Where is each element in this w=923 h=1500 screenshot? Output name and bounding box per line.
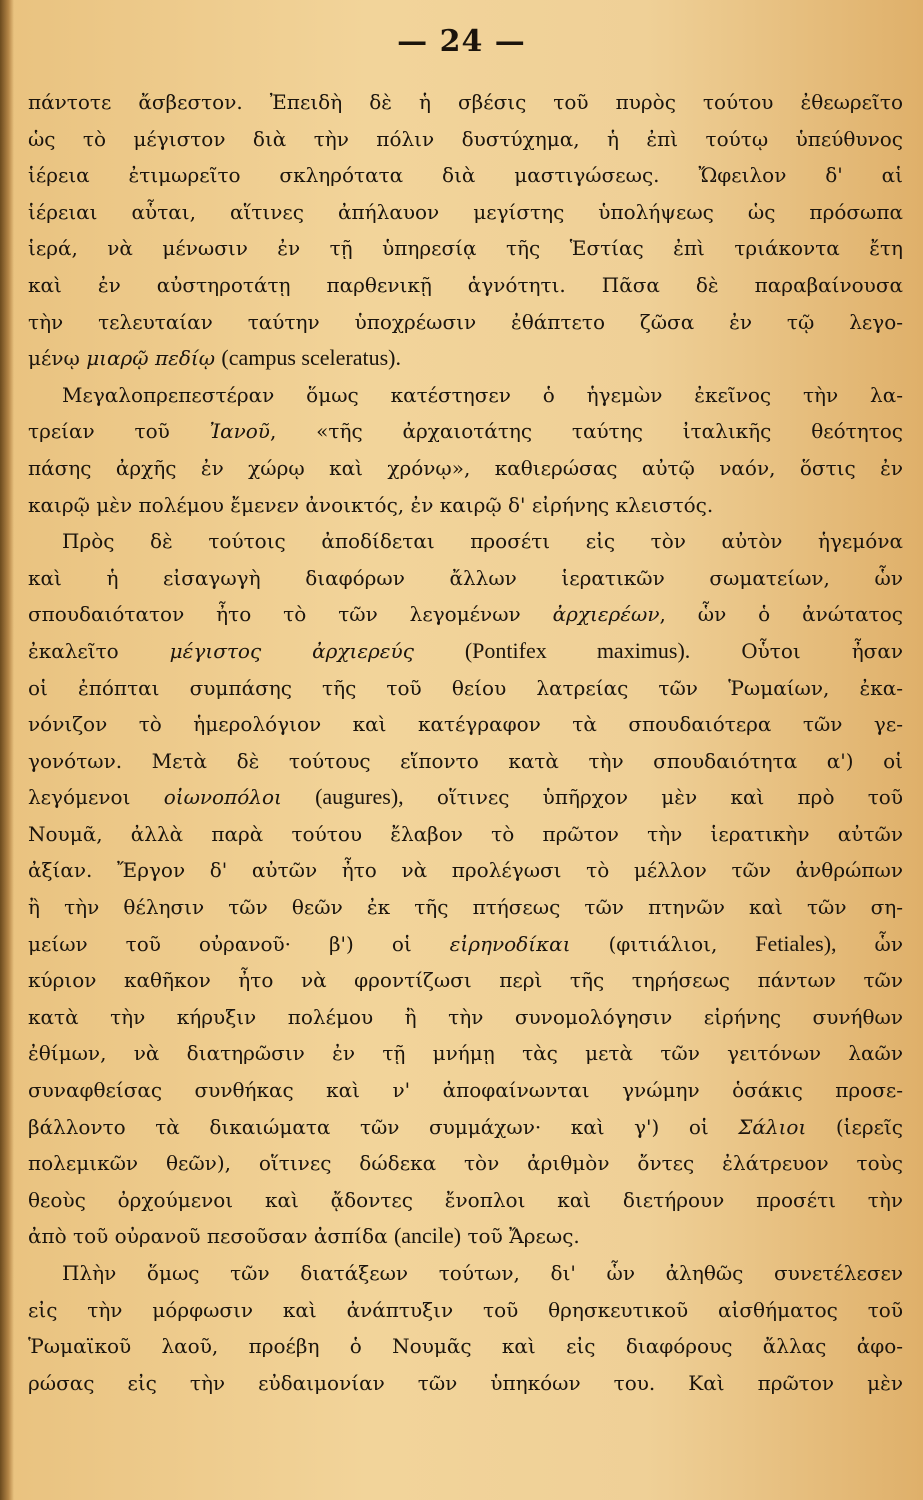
text-line xyxy=(28,1255,903,1292)
text-segment: κατὰ τὴν κήρυξιν πολέμου ἢ τὴν συνομολόγησιν εἰρήνης συνήθων xyxy=(28,1004,903,1029)
italic-term: Σάλιοι xyxy=(738,1114,807,1139)
latin-term: Fetiales), xyxy=(755,930,837,956)
text-line xyxy=(28,560,903,597)
italic-term: Ἰανοῦ xyxy=(209,419,270,444)
text-line xyxy=(28,670,903,707)
text-line xyxy=(28,194,903,231)
text-line xyxy=(28,304,903,341)
text-segment: Νουμᾶ, ἀλλὰ παρὰ τούτου ἔλαβον τὸ πρῶτον τὴν ἱερατικὴν αὐτῶν xyxy=(28,821,903,846)
text-segment: συναφθείσας συνθήκας καὶ ν' ἀποφαίνωνται γνώμην ὁσάκις προσε- xyxy=(28,1078,903,1103)
latin-term: (Pontifex maximus). xyxy=(464,637,691,663)
text-segment: Πλὴν ὅμως τῶν διατάξεων τούτων, δι' ὧν ἀληθῶς συνετέλεσεν xyxy=(62,1261,903,1285)
text-line xyxy=(28,413,903,450)
text-line xyxy=(28,1109,903,1146)
text-line xyxy=(28,889,903,926)
text-line xyxy=(28,450,903,487)
text-line xyxy=(28,1328,903,1365)
text-line xyxy=(28,852,903,889)
text-segment: πολεμικῶν θεῶν), οἵτινες δώδεκα τὸν ἀριθμὸν ὄντες ἐλάτρευον τοὺς xyxy=(28,1151,903,1176)
text-line xyxy=(28,230,903,267)
text-line xyxy=(28,84,903,121)
text-line xyxy=(28,633,903,670)
text-line xyxy=(28,487,903,524)
text-segment: καὶ ἡ εἰσαγωγὴ διαφόρων ἄλλων ἱερατικῶν σωματείων, ὧν xyxy=(28,565,903,590)
text-line xyxy=(28,340,903,377)
text-segment: Ῥωμαϊκοῦ λαοῦ, προέβη ὁ Νουμᾶς καὶ εἰς διαφόρους ἄλλας ἀφο- xyxy=(28,1334,903,1359)
text-segment xyxy=(414,639,465,663)
latin-term: (campus sceleratus). xyxy=(221,345,401,371)
text-segment: οἵτινες ὑπῆρχον μὲν καὶ πρὸ τοῦ xyxy=(403,785,903,810)
text-line xyxy=(28,1145,903,1182)
text-segment: καὶ ἐν αὐστηροτάτῃ παρθενικῇ ἁγνότητι. Πᾶσα δὲ παραβαίνουσα xyxy=(28,272,903,297)
text-segment: καιρῷ μὲν πολέμου ἔμενεν ἀνοικτός, ἐν καιρῷ δ' εἰρήνης κλειστός. xyxy=(28,492,714,517)
page-number: — 24 — xyxy=(397,24,526,59)
text-segment: πάντοτε ἄσβεστον. Ἐπειδὴ δὲ ἡ σβέσις τοῦ πυρὸς τούτου ἐθεωρεῖτο xyxy=(28,90,903,114)
text-segment: ἢ τὴν θέλησιν τῶν θεῶν ἐκ τῆς πτήσεως τῶν πτηνῶν καὶ τῶν ση- xyxy=(28,895,903,920)
text-segment: Μεγαλοπρεπεστέραν ὅμως κατέστησεν ὁ ἡγεμὼν ἐκεῖνος τὴν λα- xyxy=(62,382,903,407)
latin-term: (augures), xyxy=(315,784,404,810)
text-segment: τὴν τελευταίαν ταύτην ὑποχρέωσιν ἐθάπτετο ζῶσα ἐν τῷ λεγο- xyxy=(28,309,903,334)
text-segment: νόνιζον τὸ ἡμερολόγιον καὶ κατέγραφον τὰ σπουδαιότερα τῶν γε- xyxy=(28,712,903,737)
text-line xyxy=(28,1072,903,1109)
text-line xyxy=(28,962,903,999)
text-segment: τοῦ Ἄρεως. xyxy=(461,1224,580,1249)
text-segment: εἰς τὴν μόρφωσιν καὶ ἀνάπτυξιν τοῦ θρησκευτικοῦ αἰσθήματος τοῦ xyxy=(28,1297,903,1322)
text-line xyxy=(28,926,903,963)
text-segment: (ἱερεῖς xyxy=(806,1114,903,1139)
text-line xyxy=(28,999,903,1036)
text-segment: ἱέρεια ἐτιμωρεῖτο σκληρότατα διὰ μαστιγώσεως. Ὤφειλον δ' αἱ xyxy=(28,163,903,188)
text-line xyxy=(28,1365,903,1402)
text-line xyxy=(28,121,903,158)
text-segment: μένῳ xyxy=(28,346,87,371)
text-line xyxy=(28,1182,903,1219)
text-line xyxy=(28,743,903,780)
text-segment: μείων τοῦ οὐρανοῦ· β') οἱ xyxy=(28,931,450,956)
text-line xyxy=(28,779,903,816)
italic-term: εἰρηνοδίκαι xyxy=(449,931,571,956)
text-segment: ἀπὸ τοῦ οὐρανοῦ πεσοῦσαν ἀσπίδα xyxy=(28,1224,394,1249)
text-segment: Πρὸς δὲ τούτοις ἀποδίδεται προσέτι εἰς τὸν αὐτὸν ἡγεμόνα xyxy=(62,529,903,554)
text-segment: ἐκαλεῖτο xyxy=(28,638,170,663)
text-line xyxy=(28,157,903,194)
text-segment: ἀξίαν. Ἔργον δ' αὐτῶν ἦτο νὰ προλέγωσι τὸ μέλλον τῶν ἀνθρώπων xyxy=(28,858,903,883)
italic-term: ἀρχιερέων xyxy=(552,602,660,627)
text-line xyxy=(28,816,903,853)
text-line xyxy=(28,1035,903,1072)
text-segment xyxy=(282,785,315,809)
text-line xyxy=(28,267,903,304)
text-line xyxy=(28,1218,903,1255)
text-segment: ὡς τὸ μέγιστον διὰ τὴν πόλιν δυστύχημα, ἡ ἐπὶ τούτῳ ὑπεύθυνος xyxy=(28,126,903,151)
latin-term: (ancile) xyxy=(393,1223,462,1249)
text-segment: ἱέρειαι αὗται, αἵτινες ἀπήλαυον μεγίστης ὑπολήψεως ὡς πρόσωπα xyxy=(28,199,903,224)
italic-term: μιαρῷ πεδίῳ xyxy=(86,346,216,371)
text-line xyxy=(28,596,903,633)
text-segment: θεοὺς ὀρχούμενοι καὶ ᾄδοντες ἔνοπλοι καὶ διετήρουν προσέτι τὴν xyxy=(28,1187,903,1212)
text-line xyxy=(28,706,903,743)
text-segment: ἱερά, νὰ μένωσιν ἐν τῇ ὑπηρεσίᾳ τῆς Ἑστίας ἐπὶ τριάκοντα ἔτη xyxy=(28,236,903,261)
italic-term: μέγιστος ἀρχιερεύς xyxy=(169,638,414,663)
text-segment: ἐθίμων, νὰ διατηρῶσιν ἐν τῇ μνήμῃ τὰς μετὰ τῶν γειτόνων λαῶν xyxy=(28,1041,903,1066)
text-line xyxy=(28,1292,903,1329)
page-body-text xyxy=(28,84,903,1401)
text-segment: ὧν xyxy=(836,931,903,956)
italic-term: οἰωνοπόλοι xyxy=(163,785,282,810)
text-segment: τρείαν τοῦ xyxy=(28,419,210,444)
text-segment: Οὗτοι ἦσαν xyxy=(690,638,903,663)
text-segment: βάλλοντο τὰ δικαιώματα τῶν συμμάχων· καὶ γ') οἱ xyxy=(28,1114,739,1139)
text-segment: σπουδαιότατον ἦτο τὸ τῶν λεγομένων xyxy=(28,602,553,627)
text-segment: (φιτιάλιοι, xyxy=(570,931,756,956)
text-line xyxy=(28,523,903,560)
text-segment: γονότων. Μετὰ δὲ τούτους εἵποντο κατὰ τὴν σπουδαιότητα α') οἱ xyxy=(28,748,903,773)
text-segment: πάσης ἀρχῆς ἐν χώρῳ καὶ χρόνῳ», καθιερώσας αὐτῷ ναόν, ὅστις ἐν xyxy=(28,455,903,480)
text-segment: οἱ ἐπόπται συμπάσης τῆς τοῦ θείου λατρείας τῶν Ῥωμαίων, ἐκα- xyxy=(28,675,903,700)
text-segment: λεγόμενοι xyxy=(28,785,164,810)
text-segment: κύριον καθῆκον ἦτο νὰ φροντίζωσι περὶ τῆς τηρήσεως πάντων τῶν xyxy=(28,968,903,993)
text-segment: , «τῆς ἀρχαιοτάτης ταύτης ἰταλικῆς θεότητος xyxy=(269,419,904,444)
text-segment: ρώσας εἰς τὴν εὐδαιμονίαν τῶν ὑπηκόων του. Καὶ πρῶτον μὲν xyxy=(28,1370,903,1395)
text-segment: , ὧν ὁ ἀνώτατος xyxy=(659,602,903,627)
text-line xyxy=(28,377,903,414)
